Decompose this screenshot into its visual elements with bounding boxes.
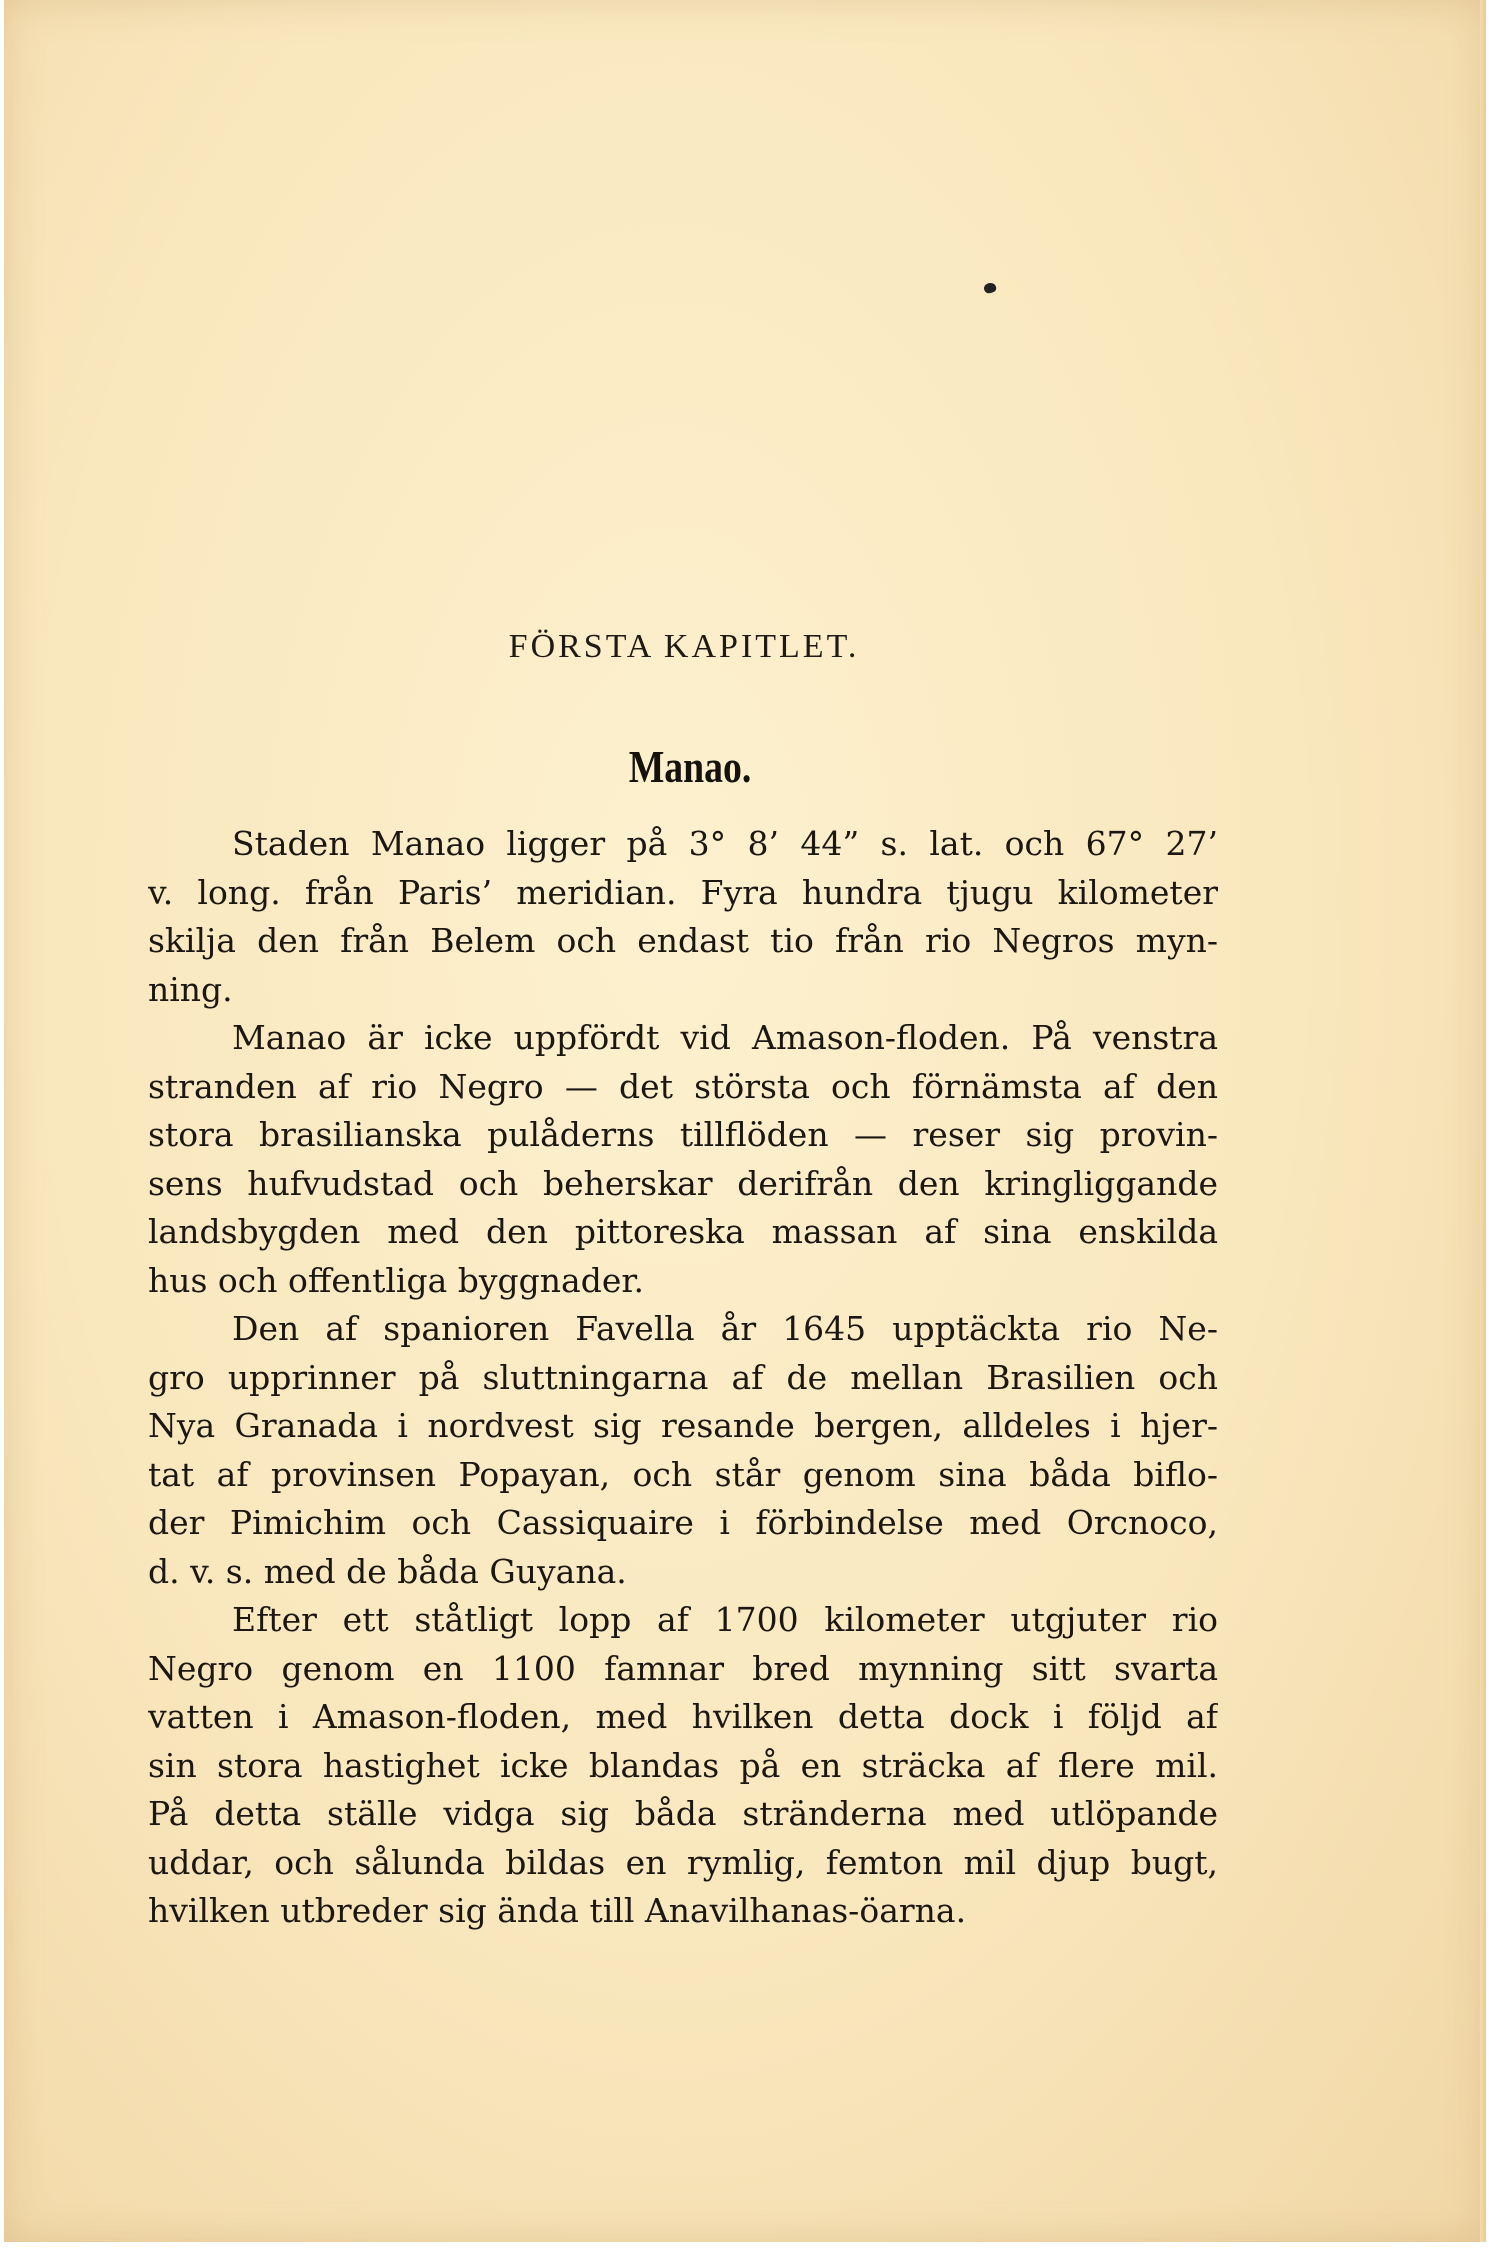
text-line: stranden af rio Negro — det största och förnämsta af den	[148, 1066, 1218, 1106]
text-line: hvilken utbreder sig ända till Anavilhanas-öarna.	[148, 1891, 967, 1930]
text-line: ning.	[148, 969, 233, 1009]
book-page	[4, 0, 1486, 2242]
chapter-title: Manao.	[628, 741, 752, 792]
text-line: Nya Granada i nordvest sig resande bergen, alldeles i hjer-	[148, 1406, 1218, 1445]
text-line: Manao är icke uppfördt vid Amason-floden. På venstra	[232, 1018, 1218, 1057]
body-text	[148, 820, 1218, 1936]
chapter-heading: FÖRSTA KAPITLET.	[508, 628, 860, 665]
text-line: Den af spanioren Favella år 1645 upptäckta rio Ne-	[232, 1309, 1218, 1348]
paragraph-1	[148, 820, 1218, 1014]
text-line: v. long. från Paris’ meridian. Fyra hundra tjugu kilometer	[148, 872, 1218, 912]
text-line: På detta ställe vidga sig båda stränderna med utlöpande	[148, 1794, 1218, 1833]
text-line: skilja den från Belem och endast tio från rio Negros myn-	[148, 921, 1218, 960]
text-line: vatten i Amason-floden, med hvilken detta dock i följd af	[148, 1697, 1218, 1736]
ink-speck	[983, 281, 998, 295]
paragraph-3	[148, 1305, 1218, 1596]
text-line: gro upprinner på sluttningarna af de mellan Brasilien och	[148, 1357, 1218, 1397]
text-line: uddar, och sålunda bildas en rymlig, femton mil djup bugt,	[148, 1842, 1218, 1882]
paragraph-4	[148, 1596, 1218, 1936]
page-edge	[1480, 0, 1486, 2242]
text-line: Staden Manao ligger på 3° 8’ 44” s. lat. och 67° 27’	[232, 824, 1218, 863]
text-line: sin stora hastighet icke blandas på en sträcka af flere mil.	[148, 1745, 1218, 1785]
text-line: d. v. s. med de båda Guyana.	[148, 1551, 627, 1591]
text-line: sens hufvudstad och beherskar derifrån den kringliggande	[148, 1163, 1218, 1203]
paragraph-2	[148, 1014, 1218, 1305]
text-line: der Pimichim och Cassiquaire i förbindelse med Orcnoco,	[148, 1503, 1218, 1542]
text-line: landsbygden med den pittoreska massan af sina enskilda	[148, 1212, 1218, 1251]
text-line: hus och offentliga byggnader.	[148, 1260, 645, 1300]
text-line: tat af provinsen Popayan, och står genom sina båda biflo-	[148, 1454, 1218, 1494]
text-line: stora brasilianska pulåderns tillflöden — reser sig provin-	[148, 1115, 1218, 1154]
text-line: Negro genom en 1100 famnar bred mynning sitt svarta	[148, 1648, 1218, 1688]
text-line: Efter ett ståtligt lopp af 1700 kilometer utgjuter rio	[232, 1600, 1218, 1639]
